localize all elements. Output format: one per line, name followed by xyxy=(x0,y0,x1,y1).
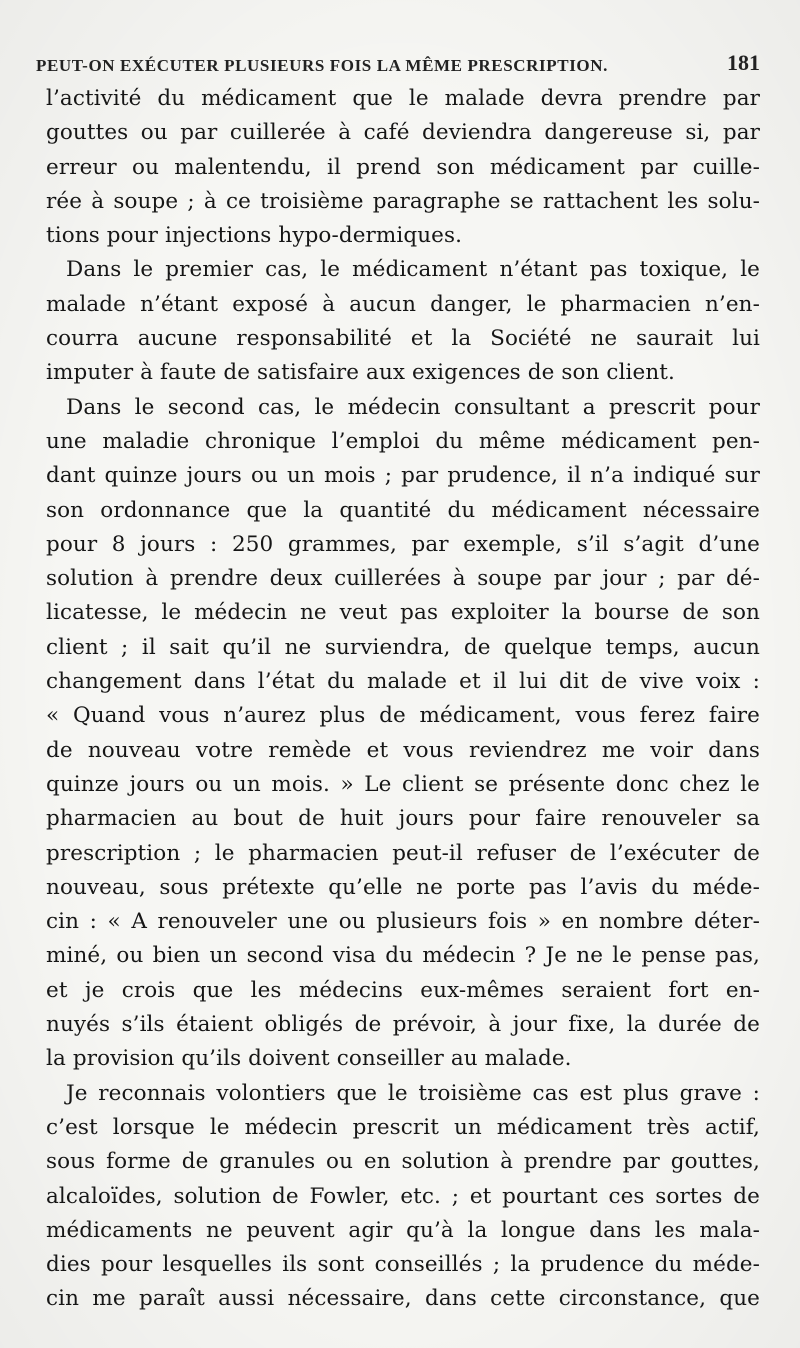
text-line: sous forme de granules ou en solution à prendre par gouttes, xyxy=(46,1149,760,1175)
text-line: dies pour lesquelles ils sont conseillés ; la prudence du méde- xyxy=(46,1252,760,1278)
text-line: nuyés s’ils étaient obligés de prévoir, à jour fixe, la durée de xyxy=(46,1012,760,1038)
running-header xyxy=(36,40,760,76)
text-line: une maladie chronique l’emploi du même médicament pen- xyxy=(46,428,760,454)
text-line: nouveau, sous prétexte qu’elle ne porte pas l’avis du méde- xyxy=(46,874,760,900)
text-line: licatesse, le médecin ne veut pas exploiter la bourse de son xyxy=(46,600,760,626)
text-line: gouttes ou par cuillerée à café deviendra dangereuse si, par xyxy=(46,120,760,146)
text-line: imputer à faute de satisfaire aux exigences de son client. xyxy=(46,360,675,386)
text-line: « Quand vous n’aurez plus de médicament, vous ferez faire xyxy=(46,703,760,729)
text-line: malade n’étant exposé à aucun danger, le pharmacien n’en- xyxy=(46,291,760,317)
page-number: 181 xyxy=(727,50,760,75)
text-line: pour 8 jours : 250 grammes, par exemple, s’il s’agit d’une xyxy=(46,531,760,557)
paragraph-2 xyxy=(46,253,760,390)
paragraph-3 xyxy=(46,391,760,1077)
text-line: l’activité du médicament que le malade devra prendre par xyxy=(46,86,760,111)
text-line: cin me paraît aussi nécessaire, dans cette circonstance, que xyxy=(46,1286,760,1312)
text-line: erreur ou malentendu, il prend son médicament par cuille- xyxy=(46,154,760,180)
text-line: cin : « A renouveler une ou plusieurs fois » en nombre déter- xyxy=(46,909,760,935)
text-line: son ordonnance que la quantité du médicament nécessaire xyxy=(46,497,760,523)
text-line: miné, ou bien un second visa du médecin ? Je ne le pense pas, xyxy=(46,943,760,969)
paragraph-4 xyxy=(46,1077,760,1317)
text-line: solution à prendre deux cuillerées à soupe par jour ; par dé- xyxy=(46,566,760,592)
text-line: et je crois que les médecins eux-mêmes seraient fort en- xyxy=(46,977,760,1003)
running-title: PEUT-ON EXÉCUTER PLUSIEURS FOIS LA MÊME PRESCRIPTION. xyxy=(36,56,608,75)
text-line: quinze jours ou un mois. » Le client se présente donc chez le xyxy=(46,771,760,797)
text-line: la provision qu’ils doivent conseiller au malade. xyxy=(46,1046,572,1072)
text-line: changement dans l’état du malade et il lui dit de vive voix : xyxy=(46,669,760,695)
text-line: rée à soupe ; à ce troisième paragraphe se rattachent les solu- xyxy=(46,188,760,214)
text-line: pharmacien au bout de huit jours pour faire renouveler sa xyxy=(46,806,760,832)
text-line: Dans le second cas, le médecin consultant a prescrit pour xyxy=(66,394,760,420)
text-line: prescription ; le pharmacien peut-il refuser de l’exécuter de xyxy=(46,840,760,866)
paragraph-1 xyxy=(46,82,760,253)
text-line: courra aucune responsabilité et la Société ne saurait lui xyxy=(46,326,760,352)
text-line: de nouveau votre remède et vous reviendrez me voir dans xyxy=(46,737,760,763)
body-text xyxy=(46,82,760,1317)
text-line: alcaloïdes, solution de Fowler, etc. ; et pourtant ces sortes de xyxy=(46,1183,760,1209)
text-line: médicaments ne peuvent agir qu’à la longue dans les mala- xyxy=(46,1217,760,1243)
text-line: Je reconnais volontiers que le troisième cas est plus grave : xyxy=(66,1080,760,1106)
text-line: Dans le premier cas, le médicament n’étant pas toxique, le xyxy=(66,257,760,283)
text-line: client ; il sait qu’il ne surviendra, de quelque temps, aucun xyxy=(46,634,760,660)
text-line: tions pour injections hypo-dermiques. xyxy=(46,223,463,249)
text-line: c’est lorsque le médecin prescrit un médicament très actif, xyxy=(46,1114,760,1140)
text-line: dant quinze jours ou un mois ; par prudence, il n’a indiqué sur xyxy=(46,463,760,489)
